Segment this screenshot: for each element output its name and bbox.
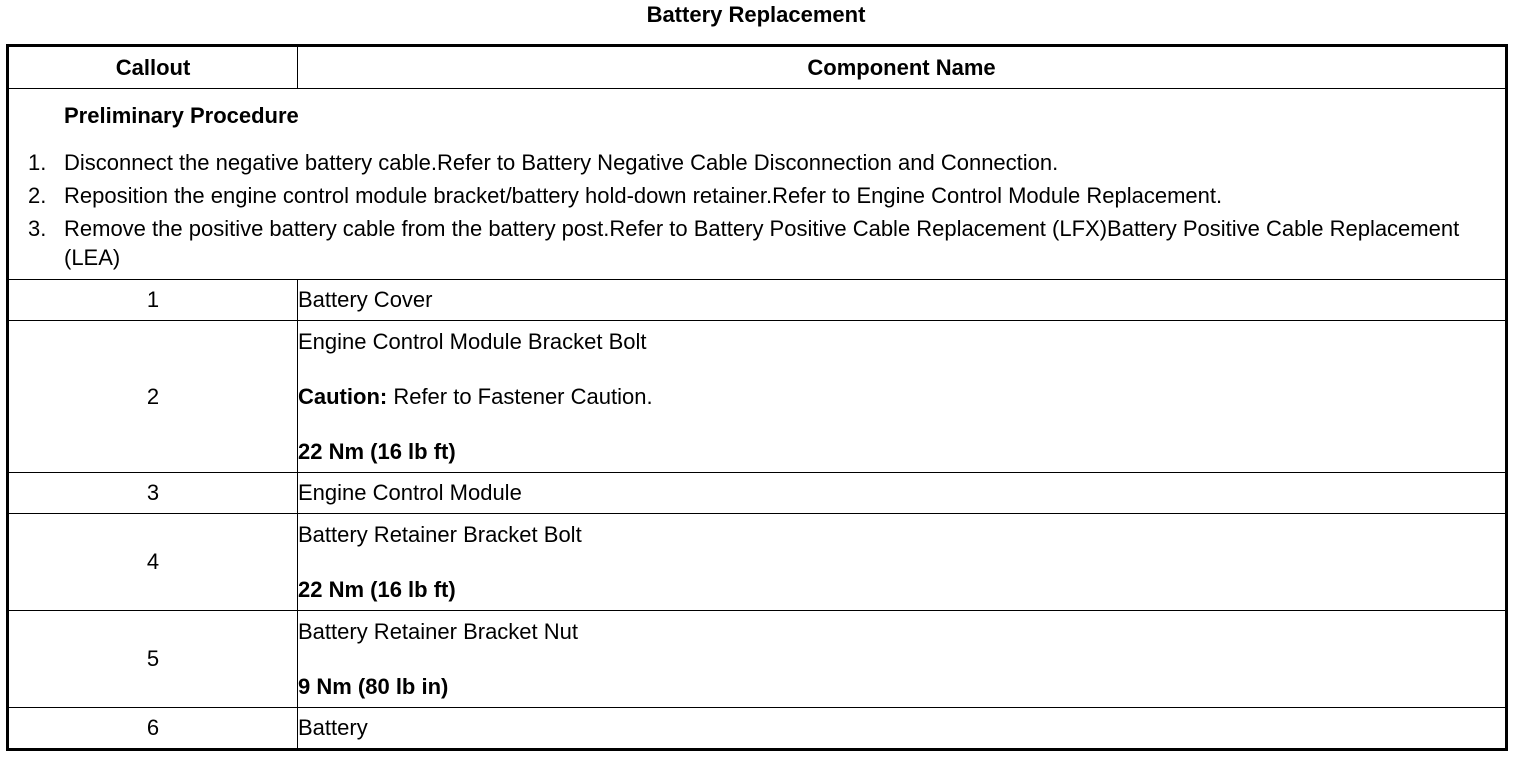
component-name: Battery Retainer Bracket Bolt [298,521,582,547]
preliminary-title: Preliminary Procedure [64,102,299,128]
preliminary-row [8,89,1507,280]
component-name-cell: Battery [298,708,1507,750]
header-callout: Callout [8,46,298,89]
preliminary-procedure [8,89,1507,280]
table-row [8,708,1507,750]
header-component-name: Component Name [298,46,1507,89]
callout-cell: 5 [8,611,298,708]
step-number: 2. [28,182,47,208]
component-name-cell [298,514,1507,611]
caution-label: Caution: [298,383,388,409]
page-title: Battery Replacement [646,2,866,27]
table-row [8,473,1507,514]
caution-note [298,384,1505,410]
caution-text: Refer to Fastener Caution. [387,383,653,409]
preliminary-steps [9,148,1505,272]
step-text: Disconnect the negative battery cable.Refer to Battery Negative Cable Disconnection and Connection. [64,149,1059,175]
component-table [6,44,1508,751]
list-item [9,181,1505,211]
torque-spec: 22 Nm (16 lb ft) [298,438,456,464]
callout-cell: 4 [8,514,298,611]
callout-cell: 1 [8,280,298,321]
component-name-cell [298,321,1507,473]
component-name-cell [298,611,1507,708]
list-item [9,148,1505,178]
callout-cell: 3 [8,473,298,514]
component-name: Battery Retainer Bracket Nut [298,618,579,644]
component-name-cell: Engine Control Module [298,473,1507,514]
callout-cell: 6 [8,708,298,750]
list-item [9,214,1505,272]
callout-cell: 2 [8,321,298,473]
step-text: Remove the positive battery cable from the battery post.Refer to Battery Positive Cable Replacement (LFX)Battery Positive Cable Replacement (LEA) [64,215,1460,270]
step-number: 3. [28,215,47,241]
component-name: Engine Control Module Bracket Bolt [298,328,647,354]
table-row [8,514,1507,611]
component-name-cell: Battery Cover [298,280,1507,321]
table-row [8,611,1507,708]
step-text: Reposition the engine control module bracket/battery hold-down retainer.Refer to Engine Control Module Replacement. [64,182,1223,208]
torque-spec: 22 Nm (16 lb ft) [298,576,456,602]
step-number: 1. [28,149,47,175]
table-header-row [8,46,1507,89]
table-row [8,280,1507,321]
torque-spec: 9 Nm (80 lb in) [298,673,449,699]
table-row [8,321,1507,473]
